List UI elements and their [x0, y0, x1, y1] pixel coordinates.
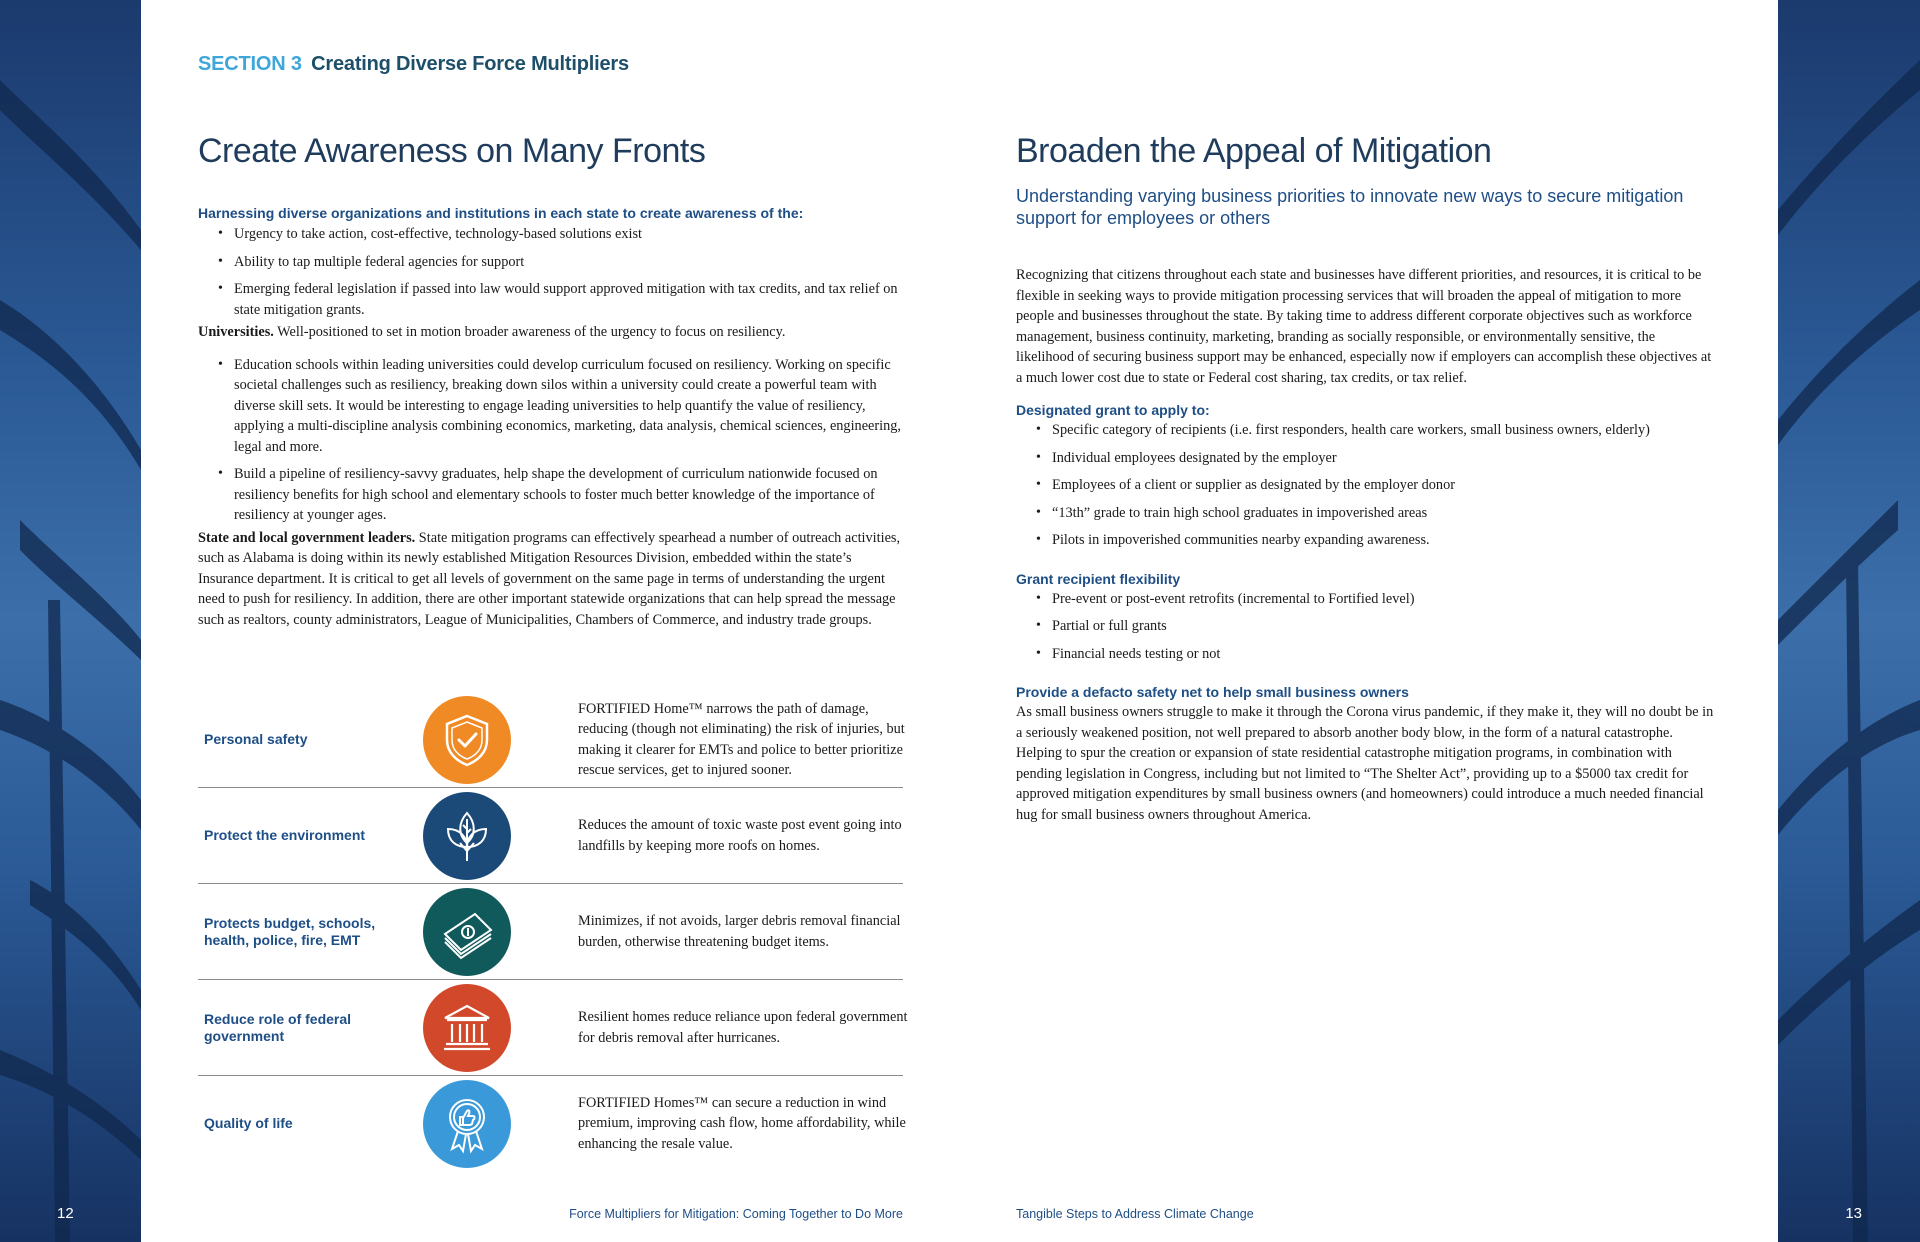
money-stack-icon [423, 888, 511, 976]
list-item: • Pre-event or post-event retrofits (incremental to Fortified level) [1052, 589, 1716, 610]
leaves-icon [423, 792, 511, 880]
palm-silhouette-right [1778, 0, 1920, 1242]
palm-background-right [1778, 0, 1920, 1242]
universities-bullet-list [198, 355, 903, 526]
right-body [1016, 265, 1716, 835]
intro-heading: Harnessing diverse organizations and institutions in each state to create awareness of the: [198, 205, 804, 221]
list-item: • Financial needs testing or not [1052, 644, 1716, 665]
document-spread [141, 0, 1778, 1242]
benefit-description: Resilient homes reduce reliance upon federal government for debris removal after hurricanes. [578, 1009, 908, 1046]
thumbs-up-ribbon-icon [423, 1080, 511, 1168]
benefit-label: Personal safety [204, 731, 308, 747]
safety-net-heading: Provide a defacto safety net to help small business owners [1016, 684, 1409, 700]
right-page-subtitle: Understanding varying business priorities to innovate new ways to secure mitigation support for employees or others [1016, 186, 1684, 228]
benefit-label: Protects budget, schools, health, police, fire, EMT [204, 914, 376, 948]
universities-lead: Universities. [198, 324, 274, 340]
table-row [198, 692, 903, 788]
left-intro [198, 205, 903, 630]
page-number-left: 12 [57, 1205, 74, 1222]
section-title: Creating Diverse Force Multipliers [311, 53, 629, 75]
list-item: • Individual employees designated by the employer [1052, 448, 1716, 469]
left-footer: Force Multipliers for Mitigation: Coming Together to Do More [569, 1207, 903, 1221]
intro-paragraph: Recognizing that citizens throughout each state and businesses have different priorities, and resources, it is critical to be flexible in seeking ways to provide mitigation processing services that will broaden the appeal of mitigation to more people and businesses throughout the state. By taking time to address different corporate objectives such as workforce management, business continuity, marketing, branding as socially responsible, or environmentally sensitive, the likelihood of securing business support may be enhanced, especially now if employers can accomplish these objectives at a much lower cost due to state or Federal cost sharing, tax credits, or tax relief. [1016, 267, 1712, 386]
benefit-label: Protect the environment [204, 827, 366, 843]
grant-flexibility-list [1016, 589, 1716, 665]
right-page-title: Broaden the Appeal of Mitigation [1016, 132, 1492, 170]
benefit-label: Quality of life [204, 1115, 293, 1131]
intro-bullet-list [198, 224, 903, 320]
table-row [198, 980, 908, 1076]
government-building-icon [423, 984, 511, 1072]
table-row [198, 884, 903, 980]
benefit-description: FORTIFIED Homes™ can secure a reduction in wind premium, improving cash flow, home affordability, while enhancing the resale value. [578, 1094, 906, 1152]
government-lead: State and local government leaders. [198, 529, 416, 546]
benefit-description: Minimizes, if not avoids, larger debris removal financial burden, otherwise threatening budget items. [578, 913, 901, 950]
left-page-title: Create Awareness on Many Fronts [198, 132, 706, 170]
list-item: • Urgency to take action, cost-effective, technology-based solutions exist [234, 224, 903, 245]
list-item: • Build a pipeline of resiliency-savvy graduates, help shape the development of curriculum nationwide focused on resiliency benefits for high school and elementary schools to foster much better knowledge of the importance of resiliency at younger ages. [234, 464, 903, 526]
benefits-table [198, 692, 908, 1171]
universities-text: Well-positioned to set in motion broader awareness of the urgency to focus on resiliency. [277, 324, 786, 340]
universities-paragraph [198, 322, 903, 343]
section-number: SECTION 3 [198, 53, 302, 75]
page-number-right: 13 [1845, 1205, 1862, 1222]
list-item: • Employees of a client or supplier as designated by the employer donor [1052, 475, 1716, 496]
benefit-description: FORTIFIED Home™ narrows the path of damage, reducing (though not eliminating) the risk of injuries, but making it clearer for EMTs and police to better prioritize rescue services, get to injured sooner. [578, 700, 905, 778]
list-item: • Partial or full grants [1052, 616, 1716, 637]
shield-check-icon [423, 696, 511, 784]
table-row [198, 788, 903, 884]
designated-grant-heading: Designated grant to apply to: [1016, 402, 1210, 418]
table-row [198, 1076, 906, 1171]
government-text: State mitigation programs can effectively spearhead a number of outreach activities, such as Alabama is doing within its newly established Mitigation Resources Division, embedded within the state’s Insurance department. It is critical to get all levels of government on the same page in terms of understanding the urgent need to push for resiliency. In addition, there are other important statewide organizations that can help spread the message such as realtors, county administrators, League of Municipalities, Chambers of Commerce, and industry trade groups. [198, 529, 901, 628]
benefit-label: Reduce role of federal government [204, 1010, 352, 1044]
list-item: • Specific category of recipients (i.e. first responders, health care workers, small business owners, elderly) [1052, 420, 1716, 441]
list-item: • Ability to tap multiple federal agencies for support [234, 252, 903, 273]
grant-flexibility-heading: Grant recipient flexibility [1016, 570, 1181, 587]
right-footer: Tangible Steps to Address Climate Change [1016, 1207, 1254, 1221]
government-paragraph [198, 528, 903, 631]
list-item: • Education schools within leading universities could develop curriculum focused on resiliency. Working on specific societal challenges such as resiliency, breaking down silos within a university could create a powerful team with diverse skill sets. It would be interesting to engage leading universities to help quantify the value of resiliency, applying a multi-discipline analysis combining economics, marketing, data analysis, chemical sciences, engineering, legal and more. [234, 355, 903, 458]
palm-background-left [0, 0, 141, 1242]
list-item: • “13th” grade to train high school graduates in impoverished areas [1052, 503, 1716, 524]
designated-grant-list [1016, 420, 1716, 551]
list-item: • Pilots in impoverished communities nearby expanding awareness. [1052, 530, 1716, 551]
section-header [198, 53, 629, 76]
safety-net-paragraph: As small business owners struggle to make it through the Corona virus pandemic, if they make it, they will no doubt be in a seriously weakened position, not well prepared to absorb another body blow, in the form of a natural catastrophe. Helping to spur the creation or expansion of state residential catastrophe mitigation programs, in combination with pending legislation in Congress, including but not limited to “The Shelter Act”, providing up to a $5000 tax credit for approved mitigation expenditures by small business owners (and homeowners) could introduce a much needed financial hug for small business owners throughout America. [1016, 704, 1714, 823]
palm-silhouette-left [0, 0, 141, 1242]
list-item: • Emerging federal legislation if passed into law would support approved mitigation with tax credits, and tax relief on state mitigation grants. [234, 279, 903, 320]
benefit-description: Reduces the amount of toxic waste post event going into landfills by keeping more roofs on homes. [578, 817, 902, 854]
